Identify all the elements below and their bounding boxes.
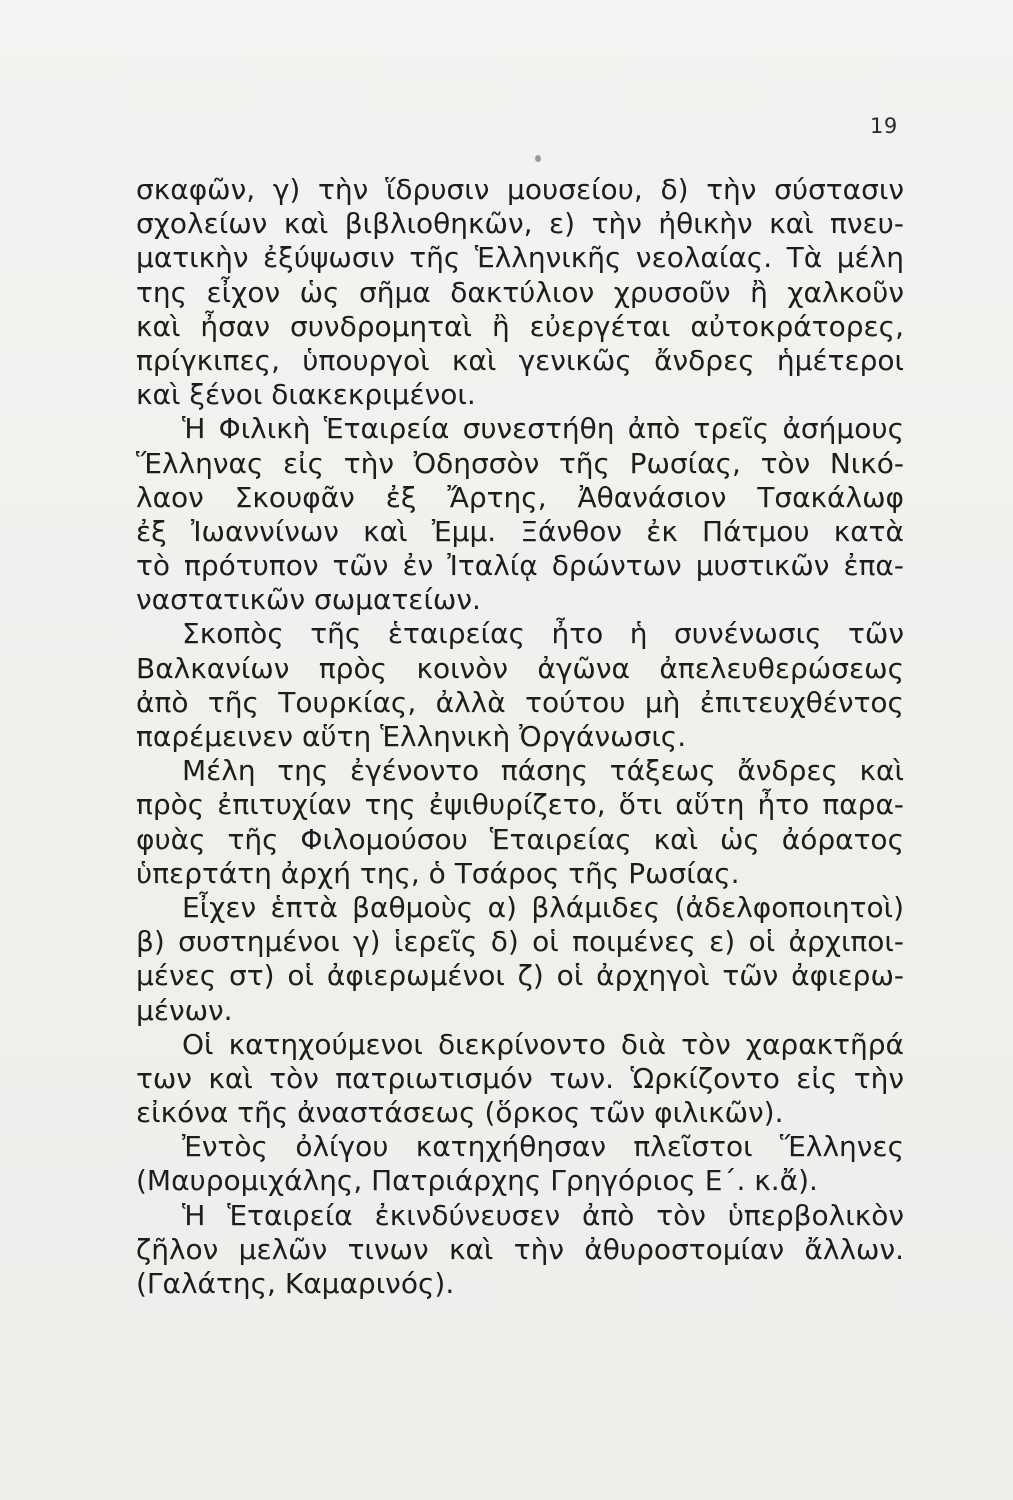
text-line: ἐξ Ἰωαννίνων καὶ Ἐμμ. Ξάνθον ἐκ Πάτμου κατὰ (136, 514, 904, 548)
text-line: Σκοπὸς τῆς ἑταιρείας ἦτο ἡ συνένωσις τῶν (182, 617, 904, 651)
text-line: ματικὴν ἐξύψωσιν τῆς Ἑλληνικῆς νεολαίας. Τὰ μέλη (136, 241, 904, 275)
text-line: (Γαλάτης, Καμαρινός). (136, 1267, 455, 1300)
text-line: καὶ ξένοι διακεκριμένοι. (136, 378, 476, 412)
text-line: πρίγκιπες, ὑπουργοὶ καὶ γενικῶς ἄνδρες ἡμέτεροι (136, 343, 904, 377)
text-line: πρὸς ἐπιτυχίαν της ἐψιθυρίζετο, ὅτι αὕτη ἦτο παρα- (136, 788, 904, 822)
text-line: Ἐντὸς ὀλίγου κατηχήθησαν πλεῖστοι Ἕλληνες (182, 1130, 904, 1164)
text-line: εἰκόνα τῆς ἀναστάσεως (ὅρκος τῶν φιλικῶν). (136, 1096, 784, 1130)
text-line: μένων. (136, 993, 233, 1027)
text-line: φυὰς τῆς Φιλομούσου Ἑταιρείας καὶ ὡς ἀόρατος (136, 822, 904, 856)
body-text (136, 173, 904, 1301)
text-line: Ἡ Ἑταιρεία ἐκινδύνευσεν ἀπὸ τὸν ὑπερβολικὸν (182, 1198, 904, 1232)
text-line: Ἡ Φιλικὴ Ἑταιρεία συνεστήθη ἀπὸ τρεῖς ἀσήμους (182, 412, 904, 446)
text-line: καὶ ἦσαν συνδρομηταὶ ἢ εὐεργέται αὐτοκράτορες, (136, 309, 904, 343)
text-line: των καὶ τὸν πατριωτισμόν των. Ὡρκίζοντο εἰς τὴν (136, 1061, 904, 1095)
text-line: μένες στ) οἱ ἀφιερωμένοι ζ) οἱ ἀρχηγοὶ τῶν ἀφιερω- (136, 959, 904, 993)
text-line: (Μαυρομιχάλης, Πατριάρχης Γρηγόριος Ε΄. κ.ἄ). (136, 1164, 818, 1198)
ink-speck (535, 155, 541, 162)
text-line: της εἶχον ὡς σῆμα δακτύλιον χρυσοῦν ἢ χαλκοῦν (136, 275, 904, 309)
text-line: Οἱ κατηχούμενοι διεκρίνοντο διὰ τὸν χαρακτῆρά (182, 1027, 904, 1061)
text-line: Εἶχεν ἑπτὰ βαθμοὺς α) βλάμιδες (ἀδελφοποιητοὶ) (182, 890, 904, 924)
text-line: ζῆλον μελῶν τινων καὶ τὴν ἀθυροστομίαν ἄλλων. (136, 1232, 904, 1266)
text-line: ἀπὸ τῆς Τουρκίας, ἀλλὰ τούτου μὴ ἐπιτευχθέντος (136, 685, 904, 719)
text-line: Μέλη της ἐγένοντο πάσης τάξεως ἄνδρες καὶ (182, 754, 904, 788)
page-number: 19 (870, 114, 898, 138)
text-line: σκαφῶν, γ) τὴν ἵδρυσιν μουσείου, δ) τὴν σύστασιν (136, 173, 904, 206)
text-line: ὑπερτάτη ἀρχή της, ὁ Τσάρος τῆς Ρωσίας. (136, 856, 740, 890)
text-line: σχολείων καὶ βιβλιοθηκῶν, ε) τὴν ἠθικὴν καὶ πνευ- (136, 207, 904, 241)
text-line: λαον Σκουφᾶν ἐξ Ἄρτης, Ἀθανάσιον Τσακάλωφ (136, 480, 904, 514)
text-line: Βαλκανίων πρὸς κοινὸν ἀγῶνα ἀπελευθερώσεως (136, 651, 904, 685)
text-line: παρέμεινεν αὕτη Ἑλληνικὴ Ὀργάνωσις. (136, 720, 687, 753)
text-line: Ἕλληνας εἰς τὴν Ὀδησσὸν τῆς Ρωσίας, τὸν Νικό- (136, 446, 904, 480)
text-line: ναστατικῶν σωματείων. (136, 583, 481, 617)
text-line: β) συστημένοι γ) ἱερεῖς δ) οἱ ποιμένες ε) οἱ ἀρχιποι- (136, 925, 904, 959)
text-line: τὸ πρότυπον τῶν ἐν Ἰταλίᾳ δρώντων μυστικῶν ἐπα- (136, 549, 904, 583)
